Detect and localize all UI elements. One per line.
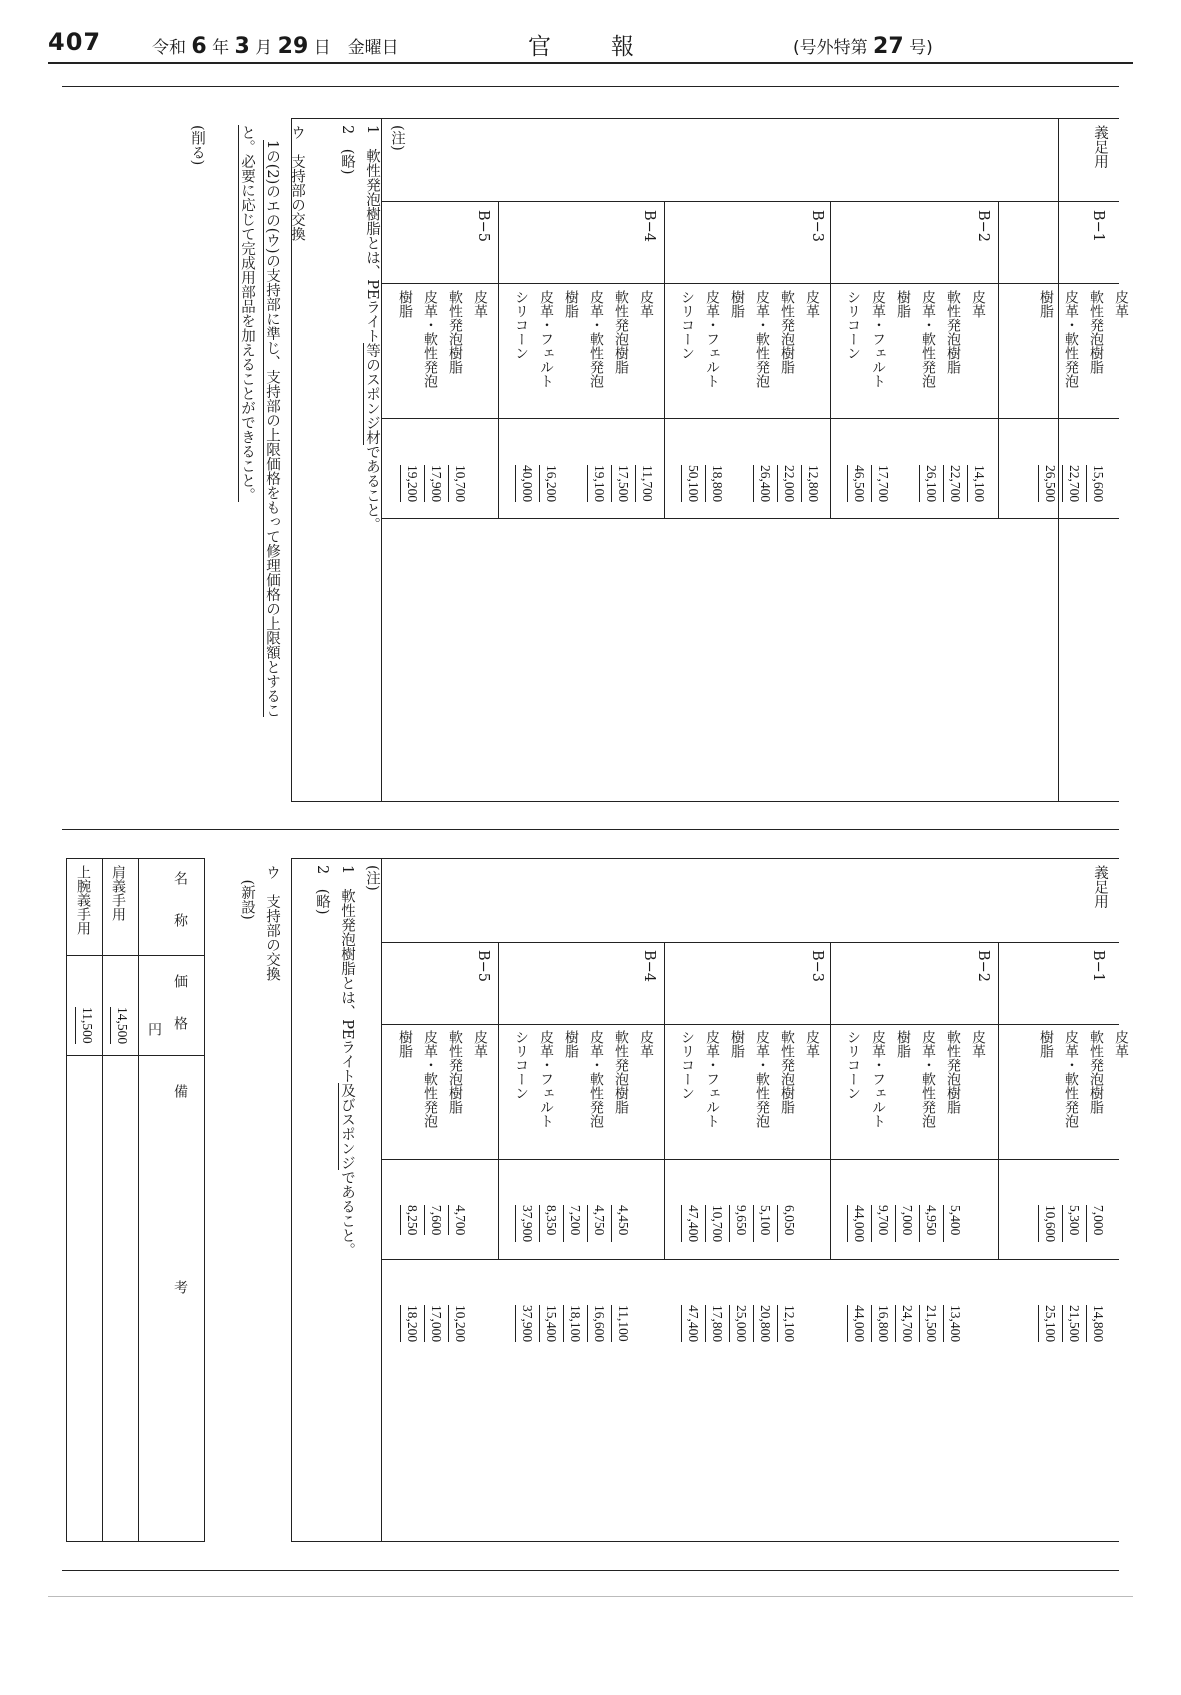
new-materials-b2: 皮革 軟性発泡樹脂 皮革・軟性発泡 樹脂 皮革・フェルト シリコーン [845, 1030, 986, 1128]
new-materials-b1: 皮革 軟性発泡樹脂 皮革・軟性発泡 樹脂 [1038, 1030, 1129, 1128]
old-code-b4: B−4 [641, 210, 657, 243]
header-rule [48, 62, 1133, 64]
old-materials-b3: 皮革 軟性発泡樹脂 皮革・軟性発泡 樹脂 皮革・フェルト シリコーン [679, 290, 820, 388]
price-header-unit: 円 [146, 1022, 162, 1036]
new-prices-b3-a: 6,050 5,100 9,650 10,700 47,400 [681, 1205, 801, 1242]
price-row-value: 14,500 [110, 1007, 134, 1044]
new-prices-b4-b: 11,100 16,600 18,100 15,400 37,900 [515, 1305, 635, 1342]
new-code-b4: B−4 [641, 950, 657, 983]
new-code-b3: B−3 [809, 950, 825, 983]
page-header [48, 28, 1133, 62]
new-prices-b5-b: 10,200 17,000 18,200 [400, 1305, 472, 1342]
new-prices-b5-a: 4,700 7,600 8,250 [400, 1205, 472, 1235]
price-header-name: 名 称 [172, 871, 188, 927]
new-notes: (注) 1 軟性発泡樹脂とは、PEライト及びスポンジであること。 2 (略) ウ 支持部の交換 (新設) [239, 865, 380, 1258]
old-prices-b3: 12,800 22,000 26,400 18,800 50,100 [681, 465, 825, 502]
old-materials-b4: 皮革 軟性発泡樹脂 皮革・軟性発泡 樹脂 皮革・フェルト シリコーン [513, 290, 654, 388]
old-prices-b2: 14,100 22,700 26,100 17,700 46,500 [847, 465, 991, 502]
price-header-note: 備 考 [172, 1084, 188, 1294]
new-prices-b4-a: 4,450 4,750 7,200 8,350 37,900 [515, 1205, 635, 1242]
old-code-b2: B−2 [975, 210, 991, 243]
new-code-b5: B−5 [475, 950, 491, 983]
price-row-name: 上腕義手用 [75, 865, 91, 935]
footer-rule [48, 1596, 1133, 1597]
price-row-value: 11,500 [75, 1007, 99, 1044]
gazette-title: 官報 [528, 34, 694, 60]
old-table-label: 義足用 [1092, 125, 1108, 169]
new-prices-b2-b: 13,400 21,500 24,700 16,800 44,000 [847, 1305, 967, 1342]
price-row-name: 肩義手用 [110, 865, 126, 921]
old-prices-b5: 10,700 17,900 19,200 [400, 465, 472, 502]
old-materials-b2: 皮革 軟性発泡樹脂 皮革・軟性発泡 樹脂 皮革・フェルト シリコーン [845, 290, 986, 388]
new-prices-b1-b: 14,800 21,500 25,100 [1038, 1305, 1110, 1342]
old-notes: (注) 1 軟性発泡樹脂とは、PEライト等のスポンジ材であること。 2 (略) ウ 支持部の交換 1の(2)のエの(ウ)の支持部に準じ、支持部の上限価格をもって修理価格の上限額とするこ と。必要に応じて完成用部品を加えることができること。 (削る) [189, 125, 405, 718]
issue-number: (号外特第 27 号) [793, 34, 933, 59]
issue-date: 令和 6 年 3 月 29 日 金曜日 [152, 34, 399, 59]
new-price-table [291, 858, 1119, 1542]
old-materials-b1: 皮革 軟性発泡樹脂 皮革・軟性発泡 樹脂 [1038, 290, 1129, 388]
old-code-b5: B−5 [475, 210, 491, 243]
new-prices-b1-a: 7,000 5,300 10,600 [1038, 1205, 1110, 1242]
old-price-table [291, 118, 1119, 802]
new-prices-b3-b: 12,100 20,800 25,000 17,800 47,400 [681, 1305, 801, 1342]
price-header-price: 価 格 [172, 974, 188, 1030]
new-table-label: 義足用 [1092, 865, 1108, 909]
old-code-b3: B−3 [809, 210, 825, 243]
page-number: 407 [48, 28, 102, 56]
section-divider [62, 829, 1119, 830]
old-prices-b4: 11,700 17,500 19,100 16,200 40,000 [515, 465, 659, 502]
support-price-table [66, 858, 205, 1542]
new-code-b1: B−1 [1090, 950, 1106, 983]
new-code-b2: B−2 [975, 950, 991, 983]
new-prices-b2-a: 5,400 4,950 7,000 9,700 44,000 [847, 1205, 967, 1242]
new-materials-b3: 皮革 軟性発泡樹脂 皮革・軟性発泡 樹脂 皮革・フェルト シリコーン [679, 1030, 820, 1128]
old-prices-b1: 15,600 22,700 26,500 [1038, 465, 1110, 502]
old-materials-b5: 皮革 軟性発泡樹脂 皮革・軟性発泡 樹脂 [397, 290, 488, 388]
old-code-b1: B−1 [1090, 210, 1106, 243]
new-materials-b5: 皮革 軟性発泡樹脂 皮革・軟性発泡 樹脂 [397, 1030, 488, 1128]
new-materials-b4: 皮革 軟性発泡樹脂 皮革・軟性発泡 樹脂 皮革・フェルト シリコーン [513, 1030, 654, 1128]
